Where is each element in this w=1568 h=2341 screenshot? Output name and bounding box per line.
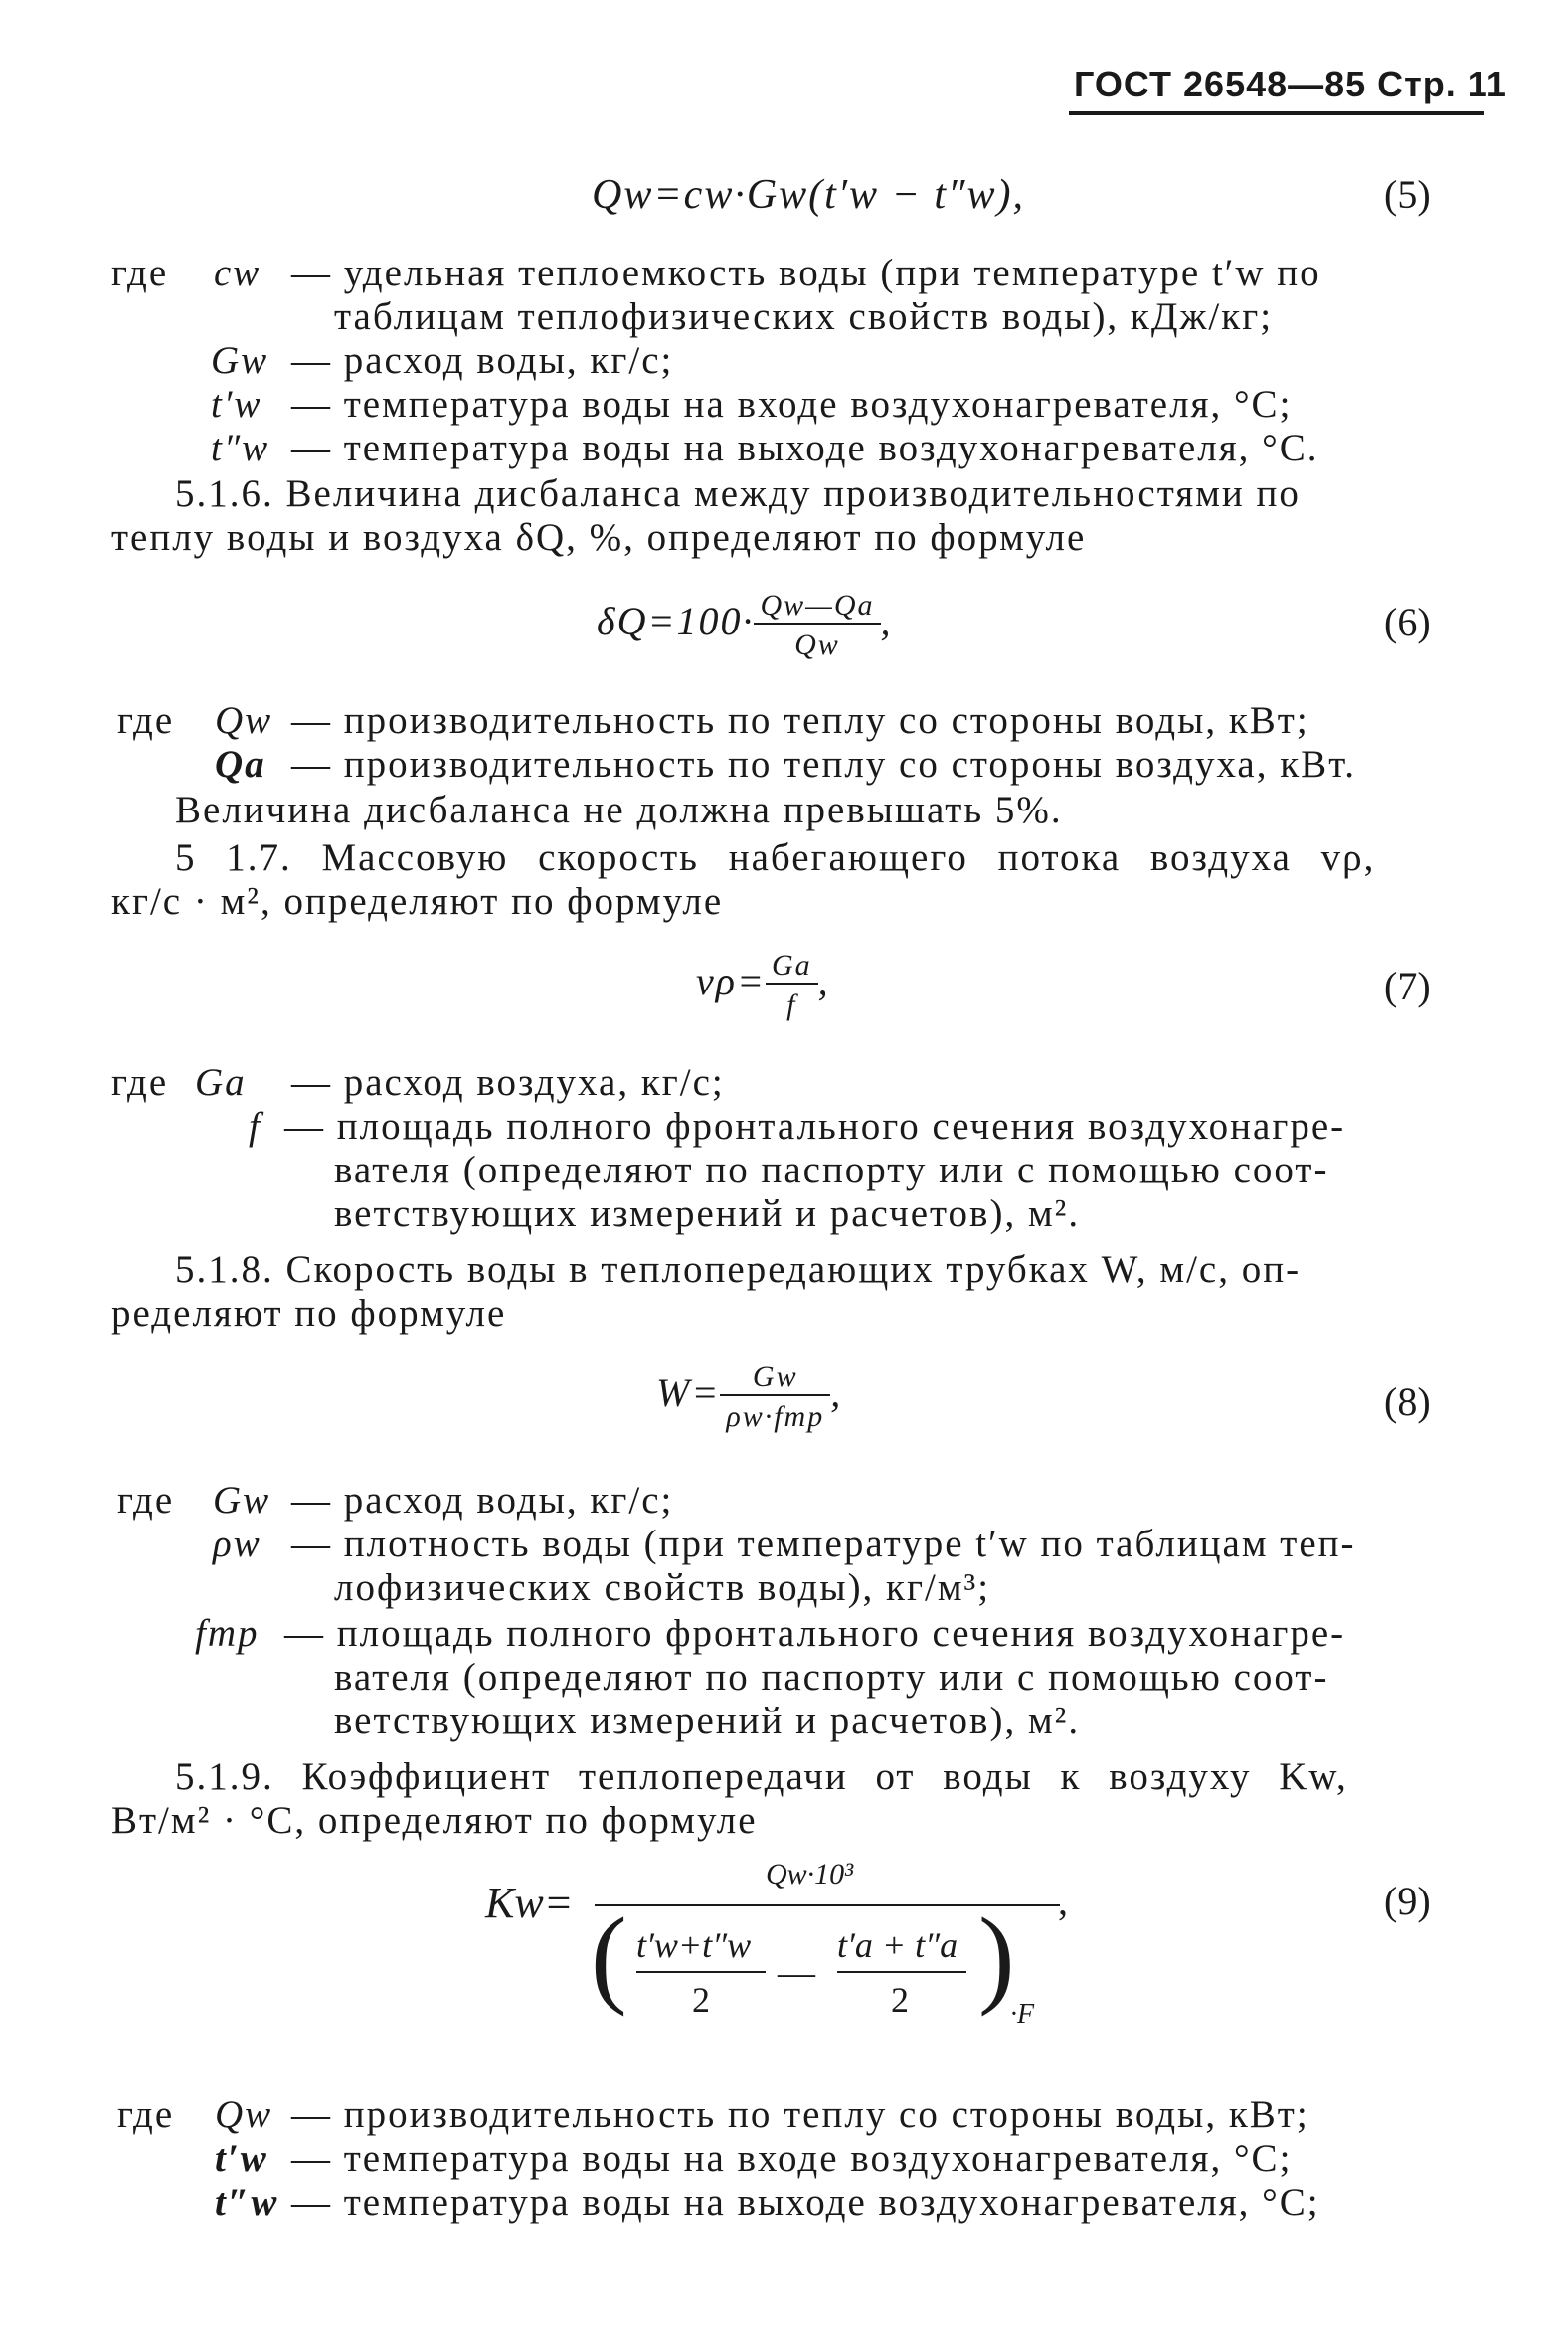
definition-f-line3: ветствующих измерений и расчетов), м². [334,1192,1081,1235]
symbol-cw: cw [214,252,261,294]
symbol-ga: Ga [195,1061,247,1104]
symbol-f: f [249,1105,261,1148]
equation-9-lhs: Kw= [485,1879,574,1927]
header-rule [1069,111,1484,115]
paragraph-5-1-6-line2: теплу воды и воздуха δQ, %, определяют по формуле [111,516,1087,559]
equation-8-comma: , [830,1370,843,1416]
equation-6 [597,589,893,662]
definition-ga: — расход воздуха, кг/с; [291,1061,725,1104]
symbol-qw-9: Qw [215,2093,273,2136]
equation-5: Qw=cw·Gw(t′w − t″w), [592,172,1026,218]
definition-qa: — производительность по теплу со стороны воздуха, кВт. [291,743,1357,786]
definition-tw-out-9: — температура воды на выходе воздухонагревателя, °С; [291,2181,1320,2224]
equation-6-fraction [754,589,880,662]
paragraph-5-1-9-line1: 5.1.9. Коэффициент теплопередачи от воды к воздуху Kw, [175,1755,1348,1798]
symbol-tw-in: t′w [211,383,262,426]
equation-7-numerator: Ga [771,949,812,982]
definition-tw-out: — температура воды на выходе воздухонагревателя, °С. [291,427,1319,469]
equation-9-inner1-bar [636,1971,766,1973]
equation-9-inner2-bar [837,1971,966,1973]
definition-ftr-line2: вателя (определяют по паспорту или с помощью соот- [334,1656,1329,1699]
definition-cw-line2: таблицам теплофизических свойств воды), кДж/кг; [334,295,1274,338]
paragraph-5-1-8-line2: ределяют по формуле [111,1292,507,1335]
page-header: ГОСТ 26548—85 Стр. 11 [1074,64,1507,104]
definition-gw-8: — расход воды, кг/с; [291,1479,674,1522]
definition-f-line1: — площадь полного фронтального сечения воздухонагре- [284,1105,1346,1148]
equation-7-fraction [766,949,818,1022]
where-label: где [117,699,175,742]
definition-ftr-line1: — площадь полного фронтального сечения воздухонагре- [284,1612,1346,1655]
paragraph-5-1-7-line1: 5 1.7. Массовую скорость набегающего потока воздуха vρ, [175,836,1376,879]
equation-6-numerator: Qw—Qa [760,589,875,622]
equation-7-lhs: vρ= [696,959,766,1004]
equation-7-denominator: f [766,983,818,1022]
definition-f-line2: вателя (определяют по паспорту или с помощью соот- [334,1149,1329,1191]
equation-8 [656,1360,842,1434]
equation-5-number: (5) [1384,172,1431,217]
equation-7-comma: , [817,959,830,1004]
disbalance-note: Величина дисбаланса не должна превышать 5%. [175,789,1063,831]
symbol-tw-out: t″w [211,427,270,469]
symbol-ftr: fтр [195,1612,260,1655]
equation-9-left-paren: ( [591,1895,627,2017]
where-label: где [111,252,169,294]
equation-9-factor: ·F [1010,1999,1035,2030]
equation-9-minus: — [778,1952,815,1994]
equation-9-comma: , [1058,1879,1068,1923]
equation-9-inner1-denominator: 2 [692,1980,710,2020]
equation-6-comma: , [880,599,893,644]
paragraph-5-1-7-line2: кг/с · м², определяют по формуле [111,880,724,923]
paragraph-5-1-8-line1: 5.1.8. Скорость воды в теплопередающих трубках W, м/с, оп- [175,1248,1302,1291]
definition-tw-in: — температура воды на входе воздухонагревателя, °С; [291,383,1293,426]
equation-8-numerator: Gw [752,1360,798,1393]
paragraph-5-1-6-line1: 5.1.6. Величина дисбаланса между производительностями по [175,472,1301,515]
definition-gw: — расход воды, кг/с; [291,339,674,382]
paragraph-5-1-9-line2: Вт/м² · °С, определяют по формуле [111,1799,758,1842]
definition-cw-line1: — удельная теплоемкость воды (при температуре t′w по [291,252,1321,294]
equation-9-inner1-numerator: t′w+t″w [636,1925,752,1965]
definition-rho-line2: лофизических свойств воды), кг/м³; [334,1566,991,1609]
where-label: где [117,2093,175,2136]
where-label: где [117,1479,175,1522]
equation-8-number: (8) [1384,1379,1431,1424]
definition-ftr-line3: ветствующих измерений и расчетов), м². [334,1700,1081,1742]
definition-rho-line1: — плотность воды (при температуре t′w по таблицам теп- [291,1523,1356,1565]
equation-7 [696,949,830,1022]
symbol-qa: Qa [215,743,266,786]
equation-6-lhs: δQ=100· [597,599,755,644]
equation-9-numerator: Qw·10³ [766,1858,854,1891]
equation-9-number: (9) [1384,1879,1431,1923]
symbol-rho: ρw [213,1523,261,1565]
equation-8-denominator: ρw·fтр [720,1394,830,1434]
definition-qw-9: — производительность по теплу со стороны воды, кВт; [291,2093,1309,2136]
equation-7-number: (7) [1384,964,1431,1008]
where-label: где [111,1061,169,1104]
symbol-qw: Qw [215,699,273,742]
symbol-tw-in-9: t′w [215,2137,268,2180]
equation-6-denominator: Qw [754,623,880,662]
equation-9-inner2-denominator: 2 [891,1980,909,2020]
equation-9-inner2-numerator: t′a + t″a [837,1925,958,1965]
equation-9-right-paren: ) [978,1895,1015,2017]
equation-8-lhs: W= [656,1370,721,1416]
symbol-tw-out-9: t″w [215,2181,279,2224]
symbol-gw-8: Gw [213,1479,271,1522]
symbol-gw: Gw [211,339,269,382]
definition-qw: — производительность по теплу со стороны воды, кВт; [291,699,1309,742]
definition-tw-in-9: — температура воды на входе воздухонагревателя, °С; [291,2137,1293,2180]
equation-6-number: (6) [1384,600,1431,644]
equation-8-fraction [720,1360,830,1434]
